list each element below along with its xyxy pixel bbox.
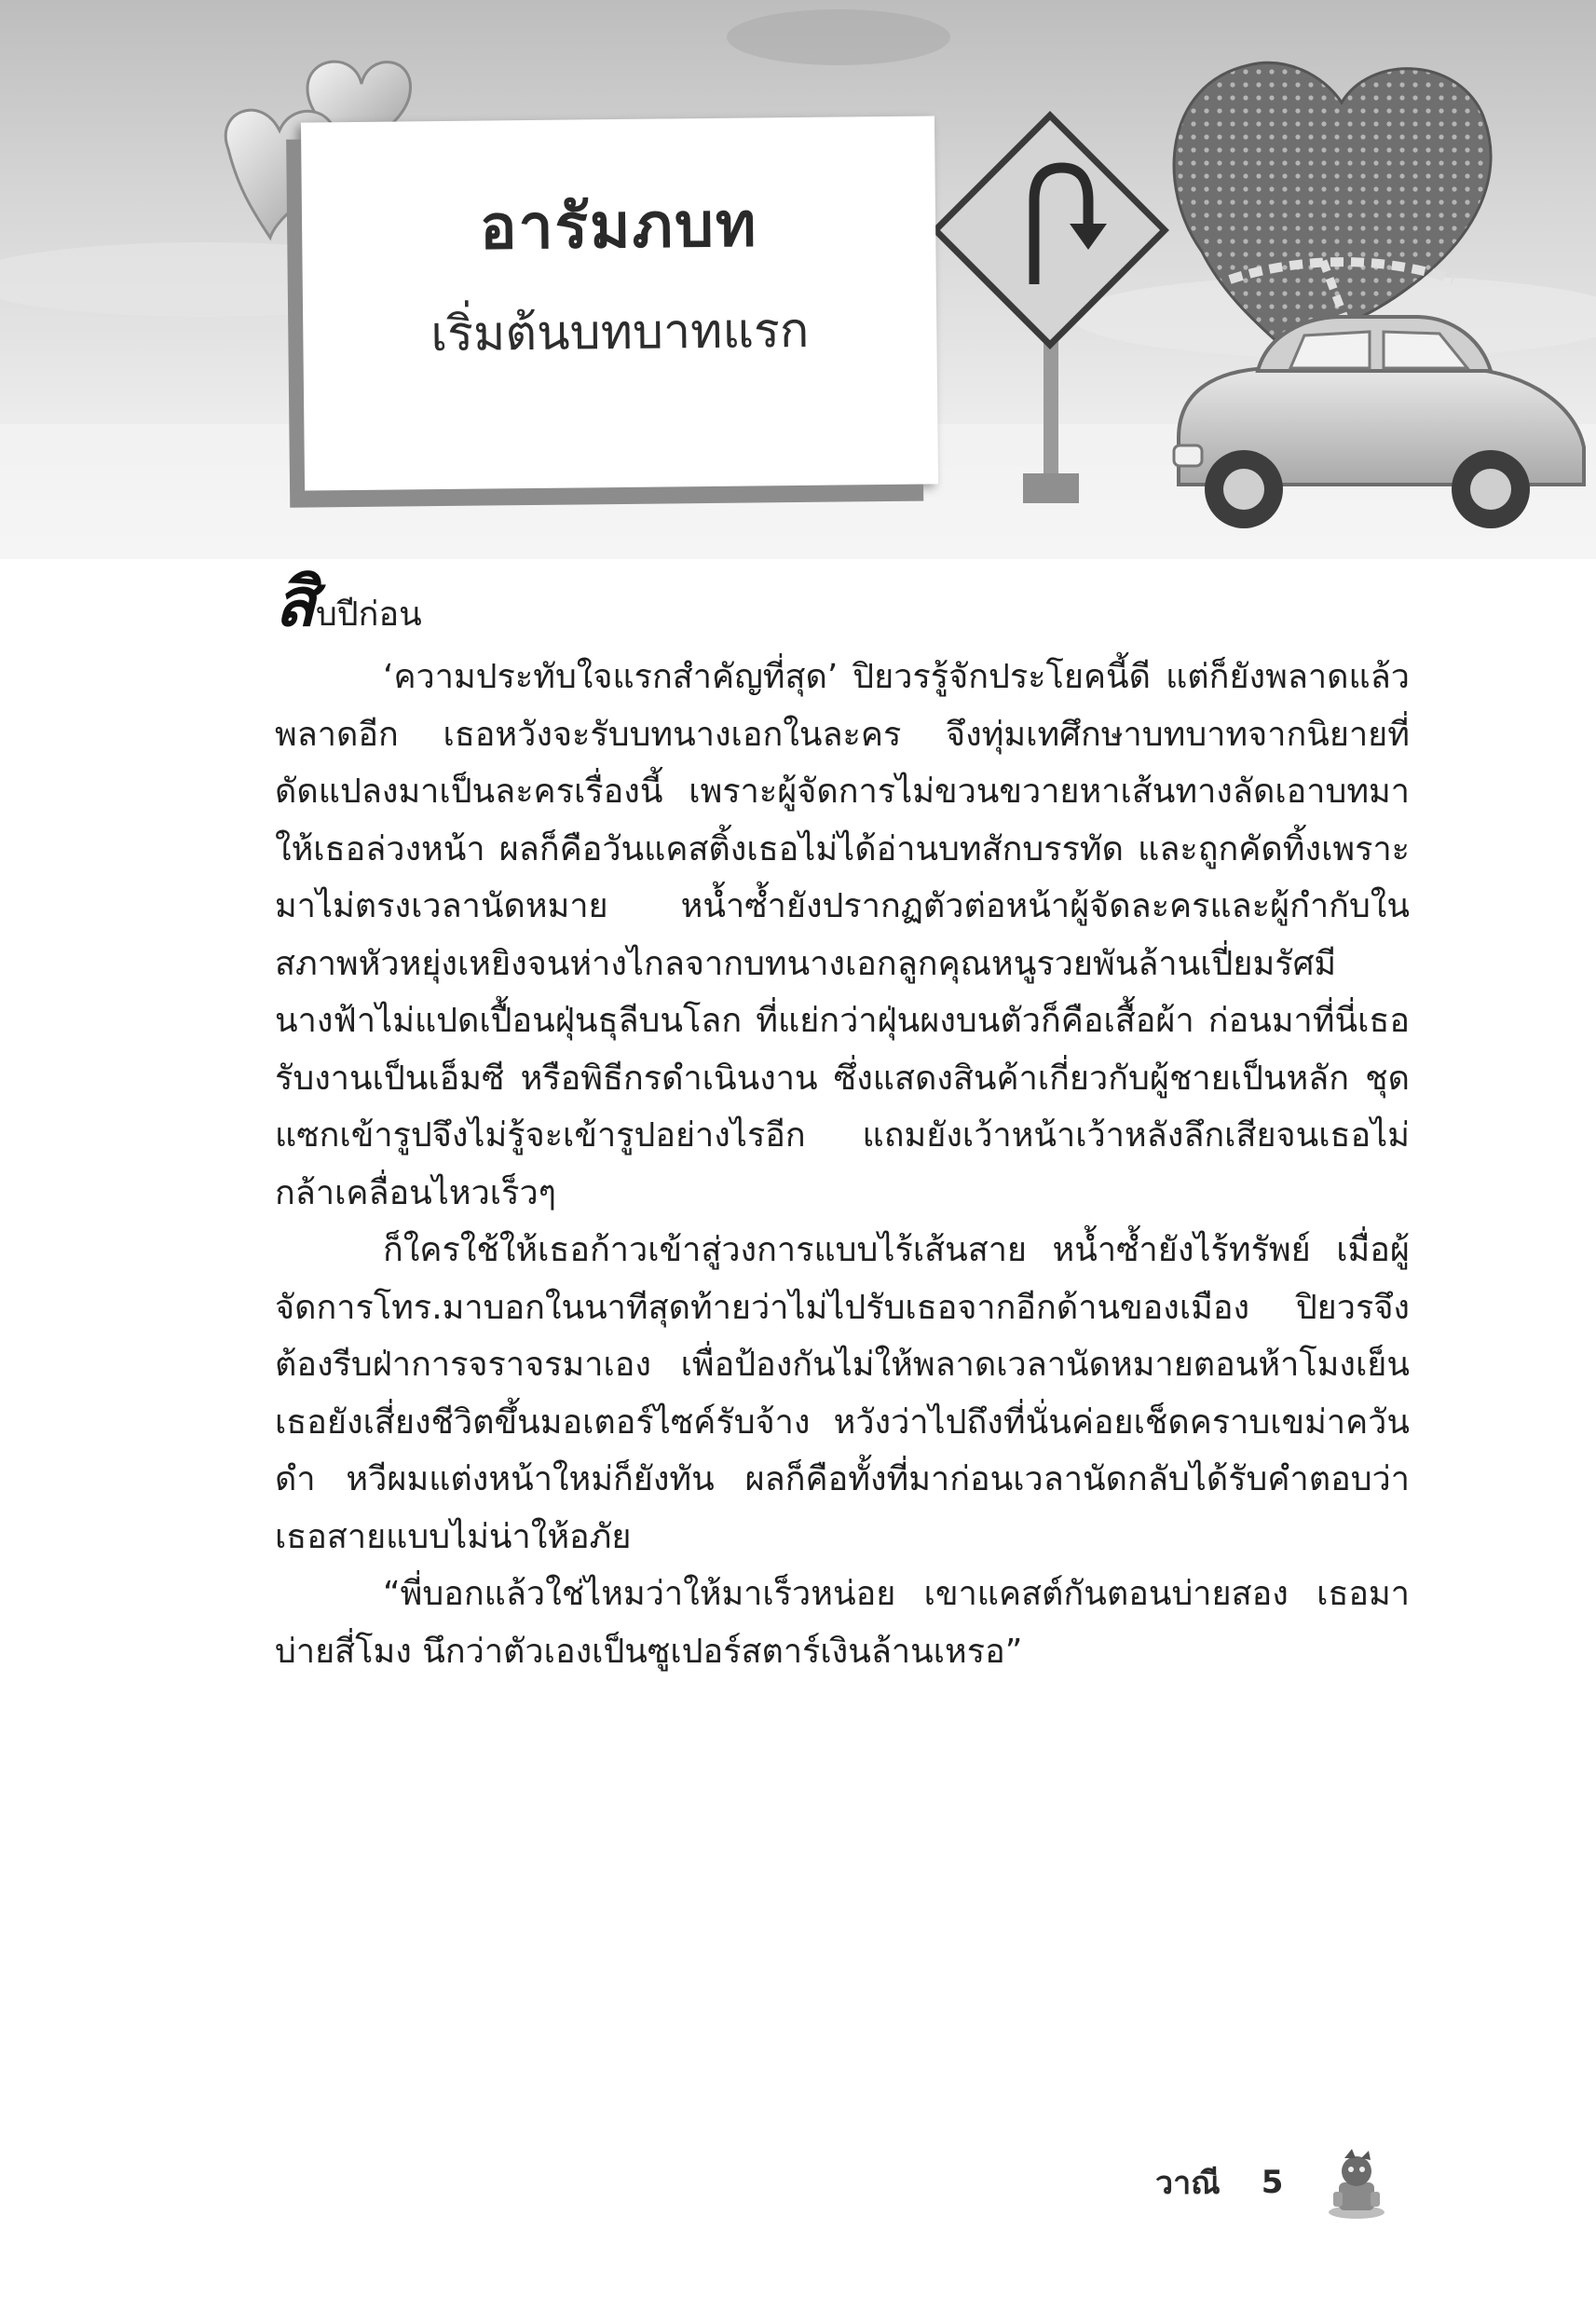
running-title: วาณี bbox=[1155, 2165, 1221, 2202]
paragraph-2: ก็ใครใช้ให้เธอก้าวเข้าสู่วงการแบบไร้เส้นสาย หน้ำซ้ำยังไร้ทรัพย์ เมื่อผู้จัดการโทร.มาบอกในนาทีสุดท้ายว่าไม่ไปรับเธอจากอีกด้านของเมือง ปิยวรจึงต้องรีบฝ่าการจราจรมาเอง เพื่อป้องกันไม่ให้พลาดเวลานัดหมายตอนห้าโมงเย็น เธอยังเสี่ยงชีวิตขึ้นมอเตอร์ไซค์รับจ้าง หวังว่าไปถึงที่นั่นค่อยเช็ดคราบเขม่าควันดำ หวีผมแต่งหน้าใหม่ก็ยังทัน ผลก็คือทั้งที่มาก่อนเวลานัดกลับได้รับคำตอบว่าเธอสายแบบไม่น่าให้อภัย bbox=[275, 1231, 1410, 1556]
page-footer bbox=[1155, 2145, 1389, 2220]
chapter-body bbox=[275, 563, 1410, 1680]
mascot-figure-icon bbox=[1324, 2145, 1389, 2220]
chapter-subtitle: เริ่มต้นบทบาทแรก bbox=[430, 302, 810, 363]
header-illustration bbox=[0, 0, 1596, 559]
drop-cap: สิ bbox=[275, 563, 316, 641]
page-number: 5 bbox=[1261, 2164, 1284, 2201]
title-card bbox=[301, 116, 938, 490]
opening-text: บปีก่อน bbox=[315, 595, 422, 634]
opening-line bbox=[275, 563, 1410, 649]
paragraph-3: “พี่บอกแล้วใช่ไหมว่าให้มาเร็วหน่อย เขาแคสต์กันตอนบ่ายสอง เธอมาบ่ายสี่โมง นึกว่าตัวเองเป็นซูเปอร์สตาร์เงินล้านเหรอ” bbox=[275, 1575, 1410, 1671]
paragraph-1: ‘ความประทับใจแรกสำคัญที่สุด’ ปิยวรรู้จักประโยคนี้ดี แต่ก็ยังพลาดแล้วพลาดอีก เธอหวังจะรับบทนางเอกในละคร จึงทุ่มเทศึกษาบทบาทจากนิยายที่ดัดแปลงมาเป็นละครเรื่องนี้ เพราะผู้จัดการไม่ขวนขวายหาเส้นทางลัดเอาบทมาให้เธอล่วงหน้า ผลก็คือวันแคสติ้งเธอไม่ได้อ่านบทสักบรรทัด และถูกคัดทิ้งเพราะมาไม่ตรงเวลานัดหมาย หน้ำซ้ำยังปรากฏตัวต่อหน้าผู้จัดละครและผู้กำกับในสภาพหัวหยุ่งเหยิงจนห่างไกลจากบทนางเอกลูกคุณหนูรวยพันล้านเปี่ยมรัศมีนางฟ้าไม่แปดเปื้อนฝุ่นธุลีบนโลก ที่แย่กว่าฝุ่นผงบนตัวก็คือเสื้อผ้า ก่อนมาที่นี่เธอรับงานเป็นเอ็มซี หรือพิธีกรดำเนินงาน ซึ่งแสดงสินค้าเกี่ยวกับผู้ชายเป็นหลัก ชุดแซกเข้ารูปจึงไม่รู้จะเข้ารูปอย่างไรอีก แถมยังเว้าหน้าเว้าหลังลึกเสียจนเธอไม่กล้าเคลื่อนไหวเร็วๆ bbox=[275, 658, 1410, 1212]
chapter-title: อารัมภบท bbox=[479, 187, 758, 264]
